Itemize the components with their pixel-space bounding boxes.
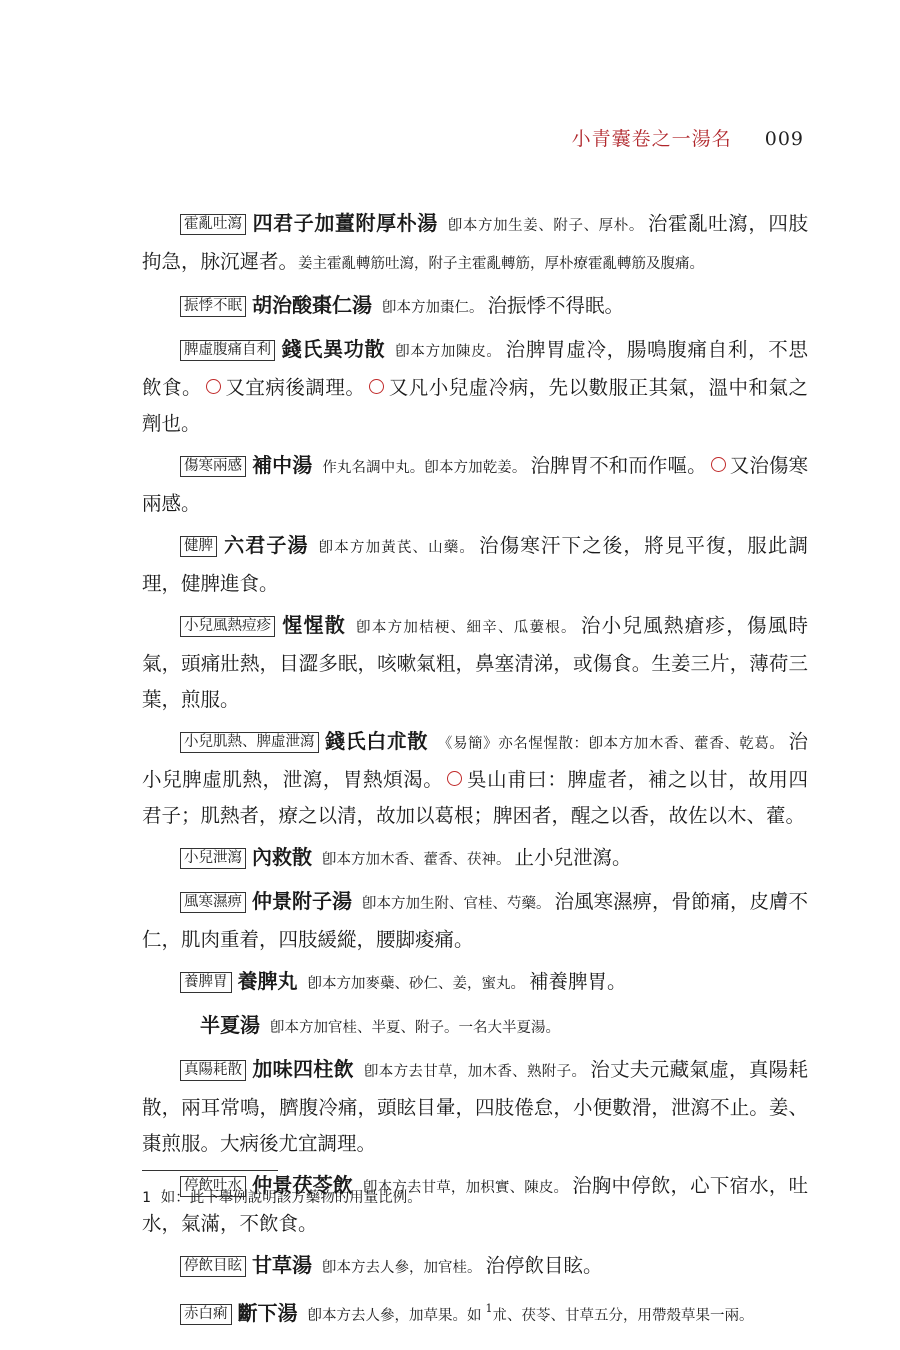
formula-text: 吳山甫曰：脾虛者，補之以甘，故用四君子；肌熱者，療之以清，故加以葛根；脾困者，醒之以香，故佐以木、藿。 <box>142 768 808 827</box>
formula-note: 卽本方加生姜、附子、厚朴。 <box>447 218 644 234</box>
formula-name: 胡治酸棗仁湯 <box>252 293 372 317</box>
entry <box>142 963 808 1002</box>
circle-mark-icon <box>206 379 221 394</box>
symptom-tag: 養脾胃 <box>180 972 232 993</box>
formula-note: 卽本方去甘草，加木香、熟附子。 <box>363 1064 587 1080</box>
formula-note: 姜主霍亂轉筋吐瀉，附子主霍亂轉筋，厚朴療霍亂轉筋及腹痛。 <box>298 256 705 272</box>
formula-text: 又宜病後調理。 <box>224 376 366 399</box>
entry <box>142 883 808 958</box>
formula-text: 治傷寒汗下之後，將見平復，服此調理，健脾進食。 <box>142 534 808 595</box>
entry <box>142 1051 808 1162</box>
footnote-divider <box>142 1170 278 1171</box>
entry <box>142 1247 808 1286</box>
formula-note: 卽本方加黃芪、山藥。 <box>318 540 475 556</box>
formula-note: 卽本方去人參，加官桂。 <box>322 1260 482 1276</box>
entry <box>142 331 808 442</box>
formula-note: 卽本方加桔梗、細辛、瓜蔞根。 <box>356 620 577 636</box>
formula-text: 治胸中停飲，心下宿水，吐水，氣滿，不飲食。 <box>142 1174 808 1235</box>
circle-mark-icon <box>447 771 462 786</box>
formula-name: 四君子加薑附厚朴湯 <box>252 211 438 235</box>
formula-note: 卽本方去甘草，加枳實、陳皮。 <box>362 1180 569 1196</box>
formula-text: 治丈夫元藏氣虛，真陽耗散，兩耳常鳴，臍腹冷痛，頭眩目暈，四肢倦怠，小便數滑，泄瀉不止。姜、棗煎服。大病後尤宜調理。 <box>142 1058 809 1155</box>
formula-name: 加味四柱飲 <box>252 1057 354 1081</box>
formula-note: 卽本方加官桂、半夏、附子。一名大半夏湯。 <box>270 1020 560 1036</box>
formula-text: 治脾胃虛冷，腸鳴腹痛自利，不思飲食。 <box>142 338 808 399</box>
formula-name: 補中湯 <box>252 453 313 477</box>
formula-note: 卽本方去人參，加草果。如 <box>307 1307 482 1324</box>
formula-text: 又凡小兒虛冷病，先以數服正其氣，溫中和氣之劑也。 <box>142 376 808 435</box>
running-head <box>572 124 804 151</box>
formula-note: 作丸名調中丸。卽本方加乾姜。 <box>322 460 527 476</box>
symptom-tag: 脾虛腹痛自利 <box>180 340 275 361</box>
symptom-tag: 健脾 <box>180 536 217 557</box>
formula-name: 錢氏異功散 <box>281 337 386 361</box>
footnote-ref[interactable]: 1 <box>485 1302 493 1315</box>
symptom-tag: 小兒泄瀉 <box>180 848 246 869</box>
formula-name: 斷下湯 <box>237 1300 298 1325</box>
formula-text: 治脾胃不和而作嘔。 <box>530 454 707 477</box>
formula-note: 卽本方加生附、官桂、芍藥。 <box>362 896 551 912</box>
formula-name: 仲景茯苓飲 <box>252 1173 353 1197</box>
entry <box>142 839 808 878</box>
formula-text: 止小兒泄瀉。 <box>514 846 632 869</box>
formula-name: 惺惺散 <box>281 613 347 637</box>
circle-mark-icon <box>369 379 384 394</box>
footnote-text: 如：此下舉例說明該方藥物的用量比例。 <box>160 1190 422 1206</box>
symptom-tag: 赤白痢 <box>180 1304 232 1325</box>
formula-note: 卽本方加木香、藿香、茯神。 <box>322 852 511 868</box>
formula-name: 內救散 <box>252 845 312 869</box>
formula-text: 治小兒風熱瘡疹，傷風時氣，頭痛壯熱，目澀多眠，咳嗽氣粗，鼻塞清涕，或傷食。生姜三片，薄荷三葉，煎服。 <box>142 614 809 711</box>
entry <box>142 287 808 326</box>
symptom-tag: 停飲目眩 <box>180 1256 246 1277</box>
entry <box>142 1291 808 1334</box>
formula-name: 錢氏白朮散 <box>324 729 428 753</box>
formula-text: 治風寒濕痹，骨節痛，皮膚不仁，肌肉重着，四肢緩縱，腰脚痠痛。 <box>142 890 809 951</box>
symptom-tag: 振悸不眠 <box>180 296 246 317</box>
formula-note: 卽本方加陳皮。 <box>395 344 502 360</box>
entry <box>142 607 808 718</box>
formula-text: 治霍亂吐瀉，四肢拘急，脉沉遲者。 <box>142 212 808 273</box>
entry <box>142 527 808 602</box>
formula-name: 半夏湯 <box>200 1013 260 1037</box>
page-number: 009 <box>764 128 804 150</box>
symptom-tag: 停飲吐水 <box>180 1176 246 1197</box>
book-title: 小青囊卷之一湯名 <box>571 128 732 150</box>
formula-text: 治停飲目眩。 <box>485 1254 603 1277</box>
formula-note: 《易簡》亦名惺惺散：卽本方加木香、藿香、乾葛。 <box>437 736 785 752</box>
entry <box>142 1007 808 1046</box>
symptom-tag: 風寒濕痹 <box>180 892 246 913</box>
formula-text: 治小兒脾虛肌熱，泄瀉，胃熱煩渴。 <box>142 730 809 791</box>
formula-name: 六君子湯 <box>223 533 309 557</box>
formula-text: 治振悸不得眠。 <box>487 294 625 317</box>
formula-name: 甘草湯 <box>252 1253 312 1277</box>
entry <box>142 723 808 834</box>
formula-note: 卽本方加棗仁。 <box>382 300 484 316</box>
formula-note: 卽本方加麥蘗、砂仁、姜，蜜丸。 <box>307 976 525 992</box>
body-text <box>142 205 808 1339</box>
entry <box>142 447 808 522</box>
formula-note: 朮、茯苓、甘草五分，用帶殼草果一兩。 <box>492 1307 754 1324</box>
formula-text: 補養脾胃。 <box>529 970 627 993</box>
symptom-tag: 小兒風熱痘疹 <box>180 616 275 637</box>
entry <box>142 205 808 282</box>
formula-text: 又治傷寒兩感。 <box>142 454 808 515</box>
symptom-tag: 傷寒兩感 <box>180 456 246 477</box>
symptom-tag: 真陽耗散 <box>180 1060 246 1081</box>
formula-name: 養脾丸 <box>237 969 298 993</box>
symptom-tag: 霍亂吐瀉 <box>180 214 246 235</box>
circle-mark-icon <box>711 457 726 472</box>
footnote <box>142 1186 422 1207</box>
symptom-tag: 小兒肌熱、脾虛泄瀉 <box>180 732 319 753</box>
formula-name: 仲景附子湯 <box>252 889 352 913</box>
footnote-number: 1 <box>142 1190 151 1206</box>
